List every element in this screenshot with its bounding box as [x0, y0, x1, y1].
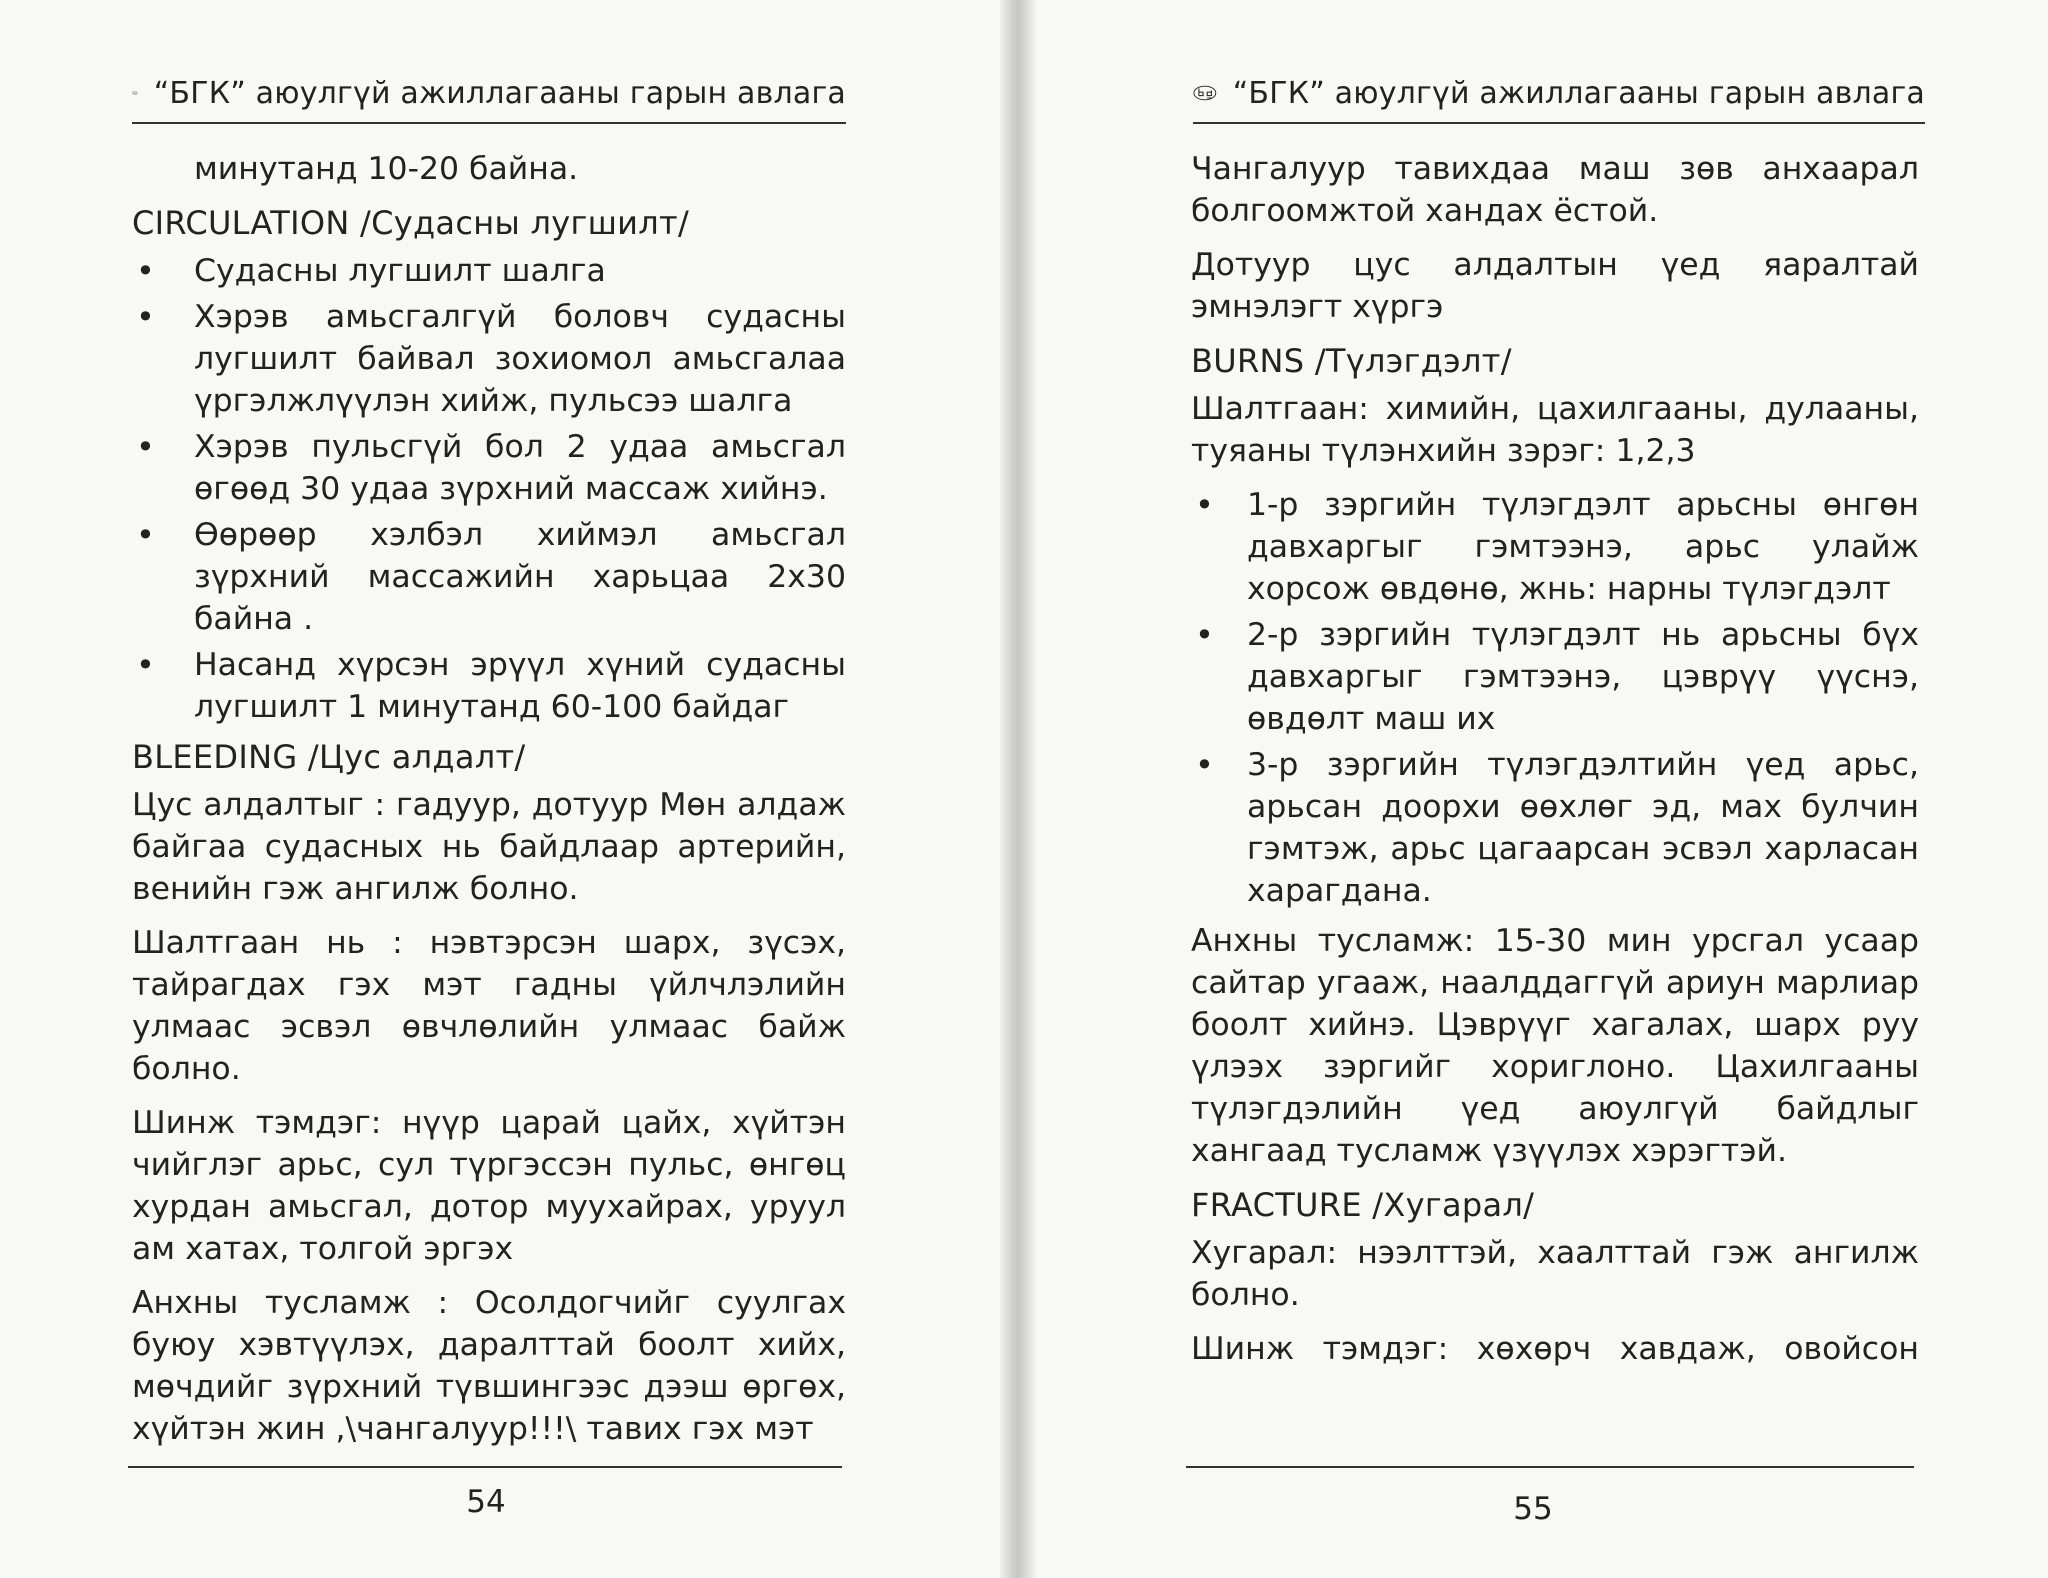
list-item: • Хэрэв пульсгүй бол 2 удаа амьсгал өгөөд 30 удаа зүрхний массаж хийнэ. [136, 428, 846, 507]
bullet-icon: • [1195, 486, 1214, 524]
paragraph: Шалтгаан нь : нэвтэрсэн шарх, зүсэх, тайрагдах гэх мэт гадны үйлчлэлийн улмаас эсвэл өвчлөлийн улмаас байж болно. [132, 925, 846, 1087]
list-item: • Өөрөөр хэлбэл хиймэл амьсгал зүрхний массажийн харьцаа 2x30 байна . [136, 516, 846, 637]
list-item: • 2-р зэргийн түлэгдэлт нь арьсны бүх давхаргыг гэмтээнэ, цэврүү үүснэ, өвдөлт маш их [1195, 616, 1919, 737]
bgk-logo-icon [1193, 66, 1217, 120]
circulation-list [132, 250, 846, 728]
burns-list [1191, 484, 1919, 912]
right-page-content [1191, 148, 1919, 1382]
paragraph: Анхны тусламж : Осолдогчийг суулгах буюу хэвтүүлэх, даралттай боолт хийх, мөчдийг зүрхний түвшингээс дээш өргөх, хүйтэн жин ,\чангалуур!!!\ тавих гэх мэт [132, 1285, 846, 1447]
paragraph: Хугарал: нээлттэй, хаалттай гэж ангилж болно. [1191, 1235, 1919, 1313]
bullet-icon: • [136, 252, 155, 290]
paragraph: Цус алдалтыг : гадуур, дотуур Мөн алдаж байгаа судасных нь байдлаар артерийн, венийн гэж ангилж болно. [132, 787, 846, 907]
page-number: 55 [1513, 1491, 1553, 1527]
list-item: • Насанд хүрсэн эрүүл хүний судасны лугшилт 1 минутанд 60-100 байдаг [136, 646, 846, 725]
list-item: • 3-р зэргийн түлэгдэлтийн үед арьс, арьсан доорхи өөхлөг эд, мах булчин гэмтэж, арьс цагаарсан эсвэл харласан харагдана. [1195, 746, 1919, 909]
list-item: • Хэрэв амьсгалгүй боловч судасны лугшилт байвал зохиомол амьсгалаа үргэлжлүүлэн хийж, пульсээ шалга [136, 298, 846, 419]
right-page [1020, 0, 2048, 1578]
list-item: • 1-р зэргийн түлэгдэлт арьсны өнгөн давхаргыг гэмтээнэ, арьс улайж хорсож өвдөнө, жнь: нарны түлэгдэлт [1195, 486, 1919, 607]
header-title: “БГК” аюулгүй ажиллагааны гарын авлага [1232, 75, 1925, 111]
continuation-text: минутанд 10-20 байна. [194, 151, 579, 187]
bullet-icon: • [136, 646, 155, 684]
list-item: • Судасны лугшилт шалга [136, 252, 606, 290]
paragraph: Чангалуур тавихдаа маш зөв анхаарал болгоомжтой хандах ёстой. [1191, 151, 1919, 229]
bgk-logo-icon [132, 66, 138, 120]
paragraph: Дотуур цус алдалтын үед яаралтай эмнэлэгт хүргэ [1191, 247, 1919, 325]
paragraph: Анхны тусламж: 15-30 мин урсгал усаар сайтар угааж, наалддаггүй ариун марлиар боолт хийнэ. Цэврүүг хагалах, шарх руу үлээх зэргийг хориглоно. Цахилгааны түлэгдэлийн үед аюулгүй байдлыг хангаад тусламж үзүүлэх хэрэгтэй. [1191, 923, 1919, 1169]
page-header [1193, 64, 1925, 124]
bullet-icon: • [1195, 616, 1214, 654]
paragraph: Шинж тэмдэг: нүүр царай цайх, хүйтэн чийглэг арьс, сул түргэссэн пульс, өнгөц хурдан амьсгал, дотор муухайрах, уруул ам хатах, толгой эргэх [132, 1105, 846, 1267]
left-page-content [132, 148, 846, 1462]
left-page [0, 0, 1012, 1578]
page-number: 54 [466, 1484, 506, 1520]
footer-divider [128, 1466, 842, 1468]
header-title: “БГК” аюулгүй ажиллагааны гарын авлага [153, 75, 846, 111]
paragraph: Шалтгаан: химийн, цахилгааны, дулааны, туяаны түлэнхийн зэрэг: 1,2,3 [1191, 391, 1919, 469]
bullet-icon: • [1195, 746, 1214, 784]
section-heading-circulation: CIRCULATION /Судасны лугшилт/ [132, 204, 690, 242]
section-heading-burns: BURNS /Түлэгдэлт/ [1191, 342, 1512, 380]
section-heading-fracture: FRACTURE /Хугарал/ [1191, 1186, 1535, 1224]
book-gutter [1000, 0, 1036, 1578]
bullet-icon: • [136, 428, 155, 466]
page-header [132, 64, 846, 124]
bullet-icon: • [136, 298, 155, 336]
paragraph: Шинж тэмдэг: хөхөрч хавдаж, овойсон [1191, 1331, 1919, 1367]
footer-divider [1186, 1466, 1914, 1468]
bullet-icon: • [136, 516, 155, 554]
section-heading-bleeding: BLEEDING /Цус алдалт/ [132, 738, 526, 776]
